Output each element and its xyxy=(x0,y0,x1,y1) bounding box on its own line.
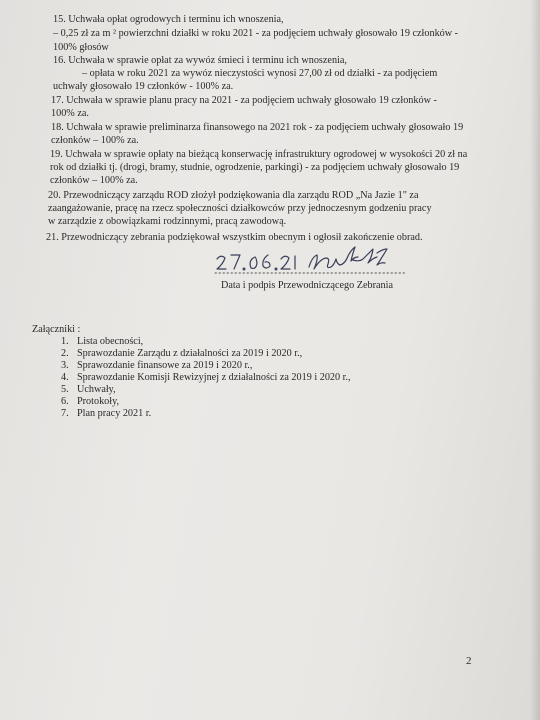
text-line: 17. Uchwała w sprawie planu pracy na 2021 - za podjęciem uchwały głosowało 19 członków - xyxy=(51,95,437,106)
text-line: 19. Uchwała w sprawie opłaty na bieżącą konserwację infrastruktury ogrodowej w wysokości 20 zł na xyxy=(50,149,468,160)
list-item xyxy=(61,360,252,372)
page-number: 2 xyxy=(466,655,472,667)
text-line: 15. Uchwała opłat ogrodowych i terminu ich wnoszenia, xyxy=(53,14,284,25)
page-edge-shadow xyxy=(530,0,540,720)
text-line: 20. Przewodniczący zarządu ROD złożył podziękowania dla zarządu ROD „Na Jazie 1" za xyxy=(48,190,419,201)
list-item xyxy=(61,408,151,420)
text-line: rok od działki tj. (drogi, bramy, studnie, ogrodzenie, parkingi) - za podjęciem uchwały głosowało 19 xyxy=(50,162,460,173)
list-item-number: 3. xyxy=(61,360,69,371)
text-line: 100% za. xyxy=(51,108,89,119)
text-line: 100% głosów xyxy=(53,42,109,53)
list-item-text: Sprawozdanie finansowe za 2019 i 2020 r., xyxy=(77,360,253,371)
text-line: członków – 100% za. xyxy=(51,135,139,146)
list-item-number: 4. xyxy=(61,372,69,383)
text-line: w zarządzie z obowiązkami rodzinnymi, pracą zawodową. xyxy=(48,216,287,227)
list-item xyxy=(61,396,119,408)
text-line: – opłata w roku 2021 za wywóz nieczystości wynosi 27,00 zł od działki - za podjęciem xyxy=(82,68,438,79)
text-line: członków – 100% za. xyxy=(50,175,138,186)
list-item xyxy=(61,336,143,348)
text-line: – 0,25 zł za m ² powierzchni działki w roku 2021 - za podjęciem uchwały głosowało 19 członków - xyxy=(53,28,459,39)
list-item-text: Sprawozdanie Komisji Rewizyjnej z działalności za 2019 i 2020 r., xyxy=(77,372,351,383)
list-item xyxy=(61,384,116,396)
list-item-text: Protokoły, xyxy=(77,396,120,407)
text-line: zaangażowanie, pracę na rzecz społeczności działkowców przy jednoczesnym godzeniu pracy xyxy=(48,203,432,214)
text-line: 16. Uchwała w sprawie opłat za wywóz śmieci i terminu ich wnoszenia, xyxy=(53,55,347,66)
list-item xyxy=(61,348,302,360)
list-item xyxy=(61,372,351,384)
list-item-number: 2. xyxy=(61,348,69,359)
list-item-number: 5. xyxy=(61,384,69,395)
list-item-text: Uchwały, xyxy=(77,384,116,395)
text-line: 18. Uchwała w sprawie preliminarza finansowego na 2021 rok - za podjęciem uchwały głosowało 19 xyxy=(51,122,464,133)
list-item-text: Sprawozdanie Zarządu z działalności za 2019 i 2020 r., xyxy=(77,348,303,359)
list-item-number: 7. xyxy=(61,408,69,419)
list-item-number: 1. xyxy=(61,336,69,347)
text-line: uchwały głosowało 19 członków - 100% za. xyxy=(53,81,234,92)
signature-caption: Data i podpis Przewodniczącego Zebrania xyxy=(221,280,393,291)
handwritten-signature xyxy=(205,243,415,279)
text-line: 21. Przewodniczący zebrania podziękował wszystkim obecnym i ogłosił zakończenie obrad. xyxy=(46,232,423,243)
list-item-text: Plan pracy 2021 r. xyxy=(77,408,152,419)
signature-drawing xyxy=(205,243,415,279)
list-item-number: 6. xyxy=(61,396,69,407)
attachments-title: Załączniki : xyxy=(32,324,81,335)
list-item-text: Lista obecności, xyxy=(77,336,144,347)
